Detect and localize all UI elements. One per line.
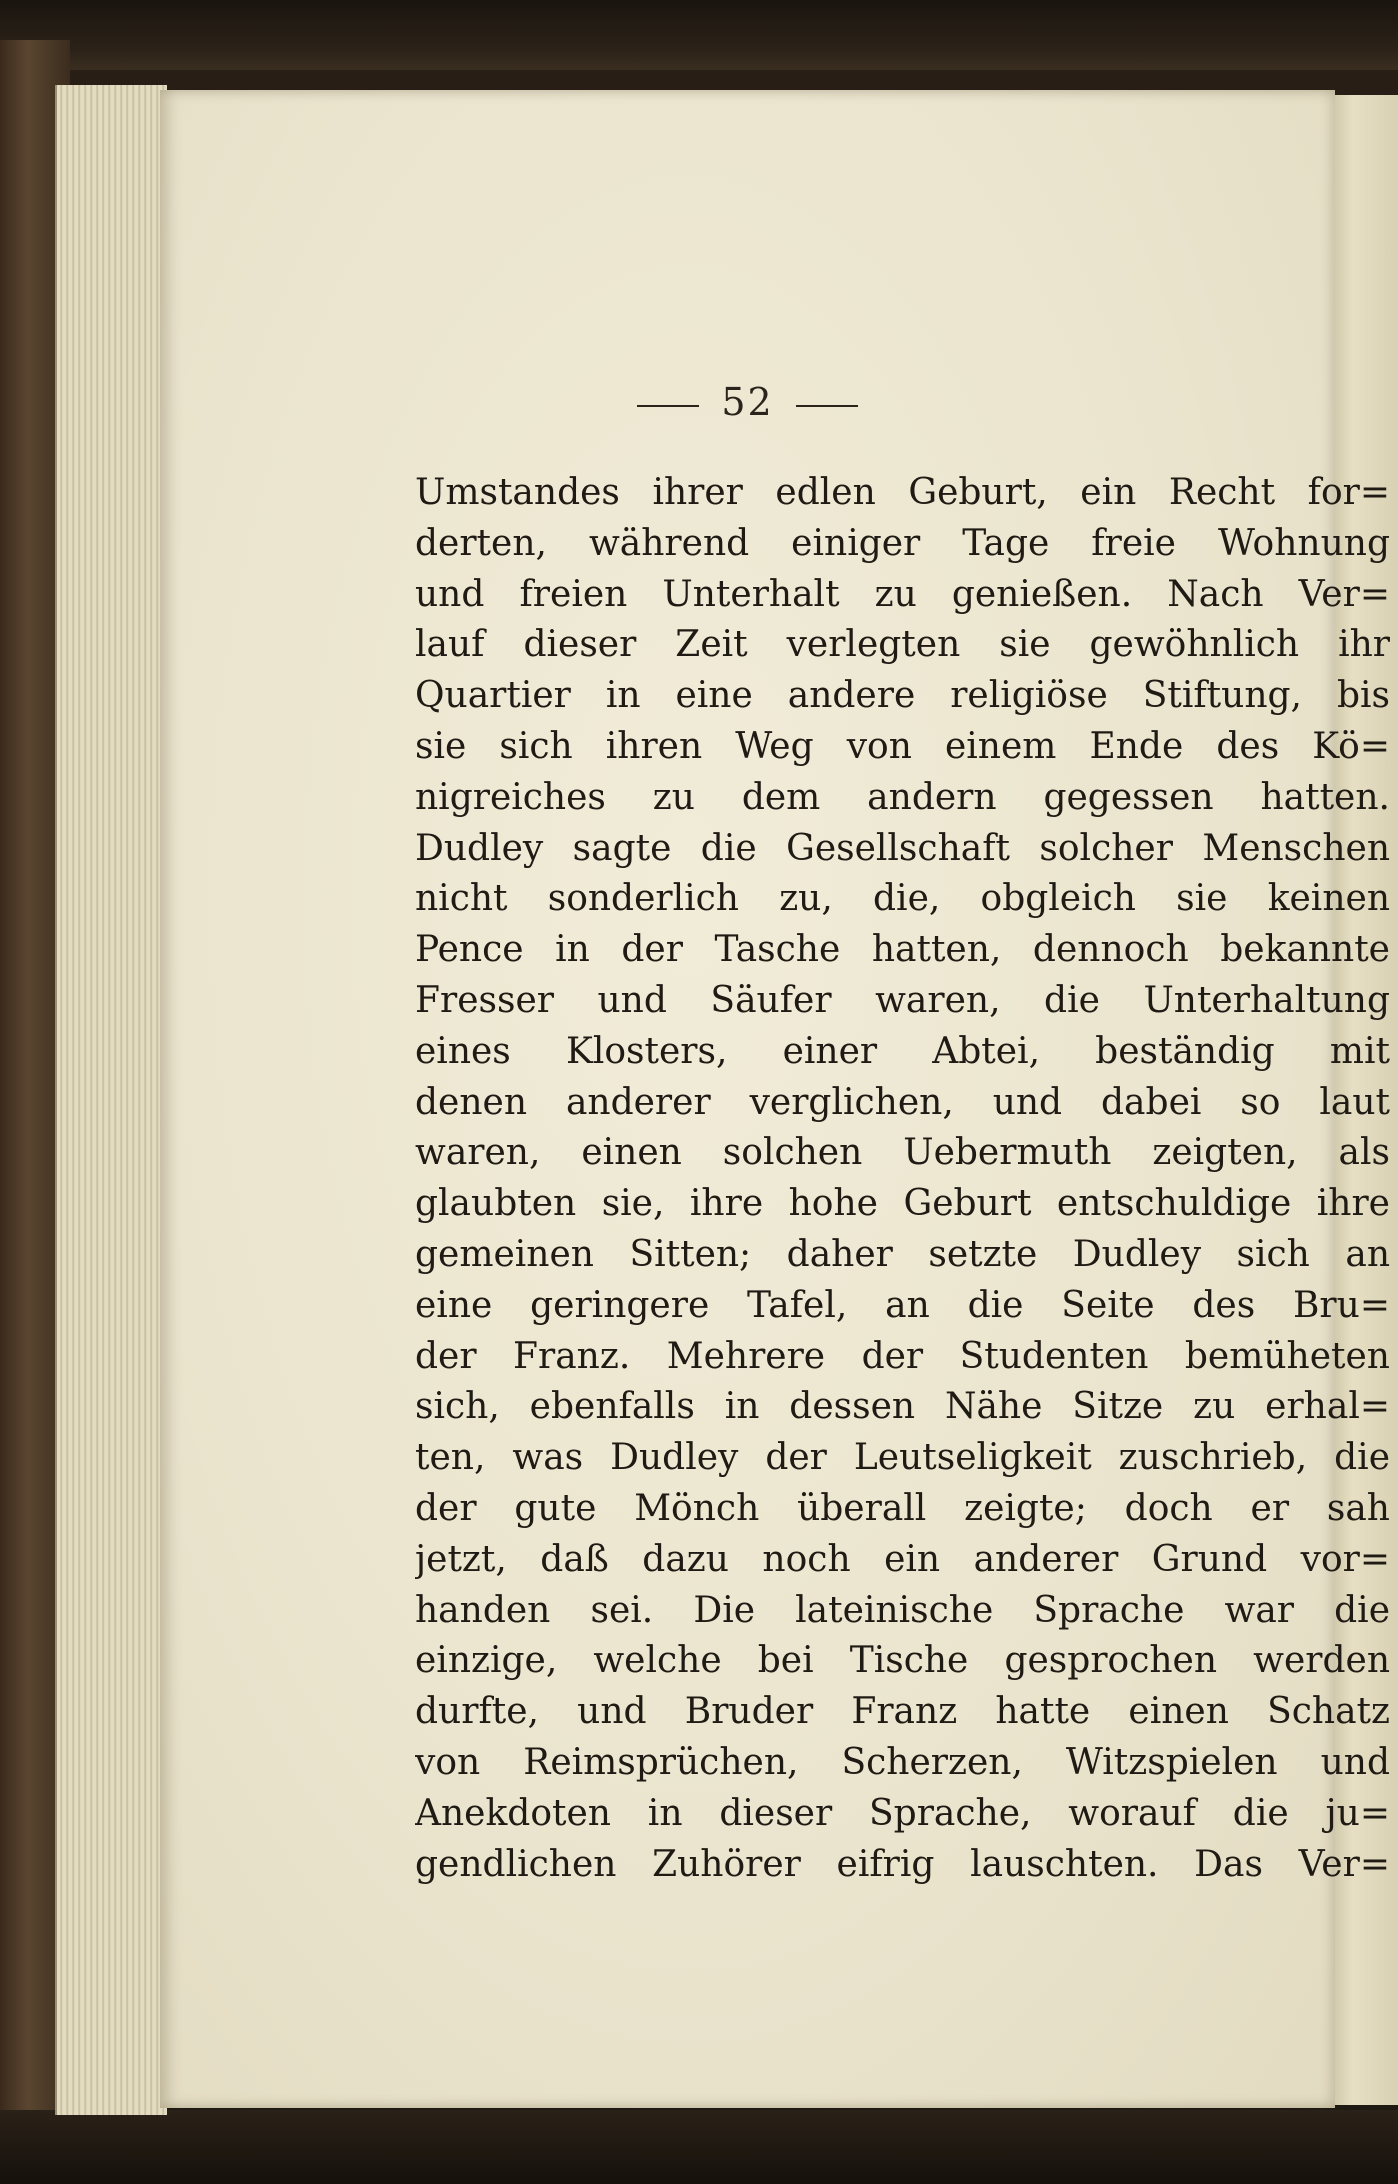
text-line: sie sich ihren Weg von einem Ende des Kö= [415, 725, 1390, 767]
text-line: jetzt, daß dazu noch ein anderer Grund vor= [415, 1538, 1390, 1580]
text-line: derten, während einiger Tage freie Wohnung [415, 522, 1390, 564]
body-text [415, 468, 1390, 1890]
text-line: Anekdoten in dieser Sprache, worauf die ju= [415, 1792, 1390, 1834]
text-line: Fresser und Säufer waren, die Unterhaltung [415, 979, 1390, 1021]
text-line: handen sei. Die lateinische Sprache war die [415, 1589, 1390, 1631]
text-line: Quartier in eine andere religiöse Stiftung, bis [415, 675, 1390, 717]
text-line: eines Klosters, einer Abtei, beständig mit [415, 1030, 1390, 1072]
text-line: der gute Mönch überall zeigte; doch er sah [415, 1487, 1390, 1529]
left-page-edges [55, 85, 167, 2115]
text-line: ten, was Dudley der Leutseligkeit zuschrieb, die [415, 1437, 1390, 1479]
text-line: waren, einen solchen Uebermuth zeigten, als [415, 1132, 1390, 1174]
text-line: lauf dieser Zeit verlegten sie gewöhnlich ihr [415, 624, 1390, 666]
text-line: eine geringere Tafel, an die Seite des Bru= [415, 1284, 1390, 1326]
page-header [160, 380, 1335, 424]
book-page [160, 90, 1390, 2108]
text-line: sich, ebenfalls in dessen Nähe Sitze zu erhal= [415, 1386, 1390, 1428]
page-number: 52 [721, 380, 774, 424]
text-line: Umstandes ihrer edlen Geburt, ein Recht for= [415, 472, 1390, 513]
header-dash-right [796, 405, 858, 407]
header-dash-left [637, 405, 699, 407]
text-line: von Reimsprüchen, Scherzen, Witzspielen und [415, 1741, 1390, 1783]
text-line: einzige, welche bei Tische gesprochen werden [415, 1640, 1390, 1682]
text-line: denen anderer verglichen, und dabei so laut [415, 1081, 1390, 1123]
text-line: Dudley sagte die Gesellschaft solcher Menschen [415, 827, 1390, 869]
text-line: durfte, und Bruder Franz hatte einen Schatz [415, 1691, 1390, 1733]
text-line: gendlichen Zuhörer eifrig lauschten. Das Ver= [415, 1843, 1390, 1885]
text-line: gemeinen Sitten; daher setzte Dudley sich an [415, 1233, 1390, 1275]
text-line: glaubten sie, ihre hohe Geburt entschuldige ihre [415, 1183, 1390, 1225]
text-line: und freien Unterhalt zu genießen. Nach Ver= [415, 573, 1390, 615]
book-cover-top [0, 0, 1398, 70]
text-line: nicht sonderlich zu, die, obgleich sie keinen [415, 878, 1390, 920]
text-line: der Franz. Mehrere der Studenten bemüheten [415, 1335, 1390, 1377]
book-cover-bottom [0, 2110, 1398, 2184]
text-line: Pence in der Tasche hatten, dennoch bekannte [415, 929, 1390, 971]
text-line: nigreiches zu dem andern gegessen hatten. [415, 776, 1390, 818]
